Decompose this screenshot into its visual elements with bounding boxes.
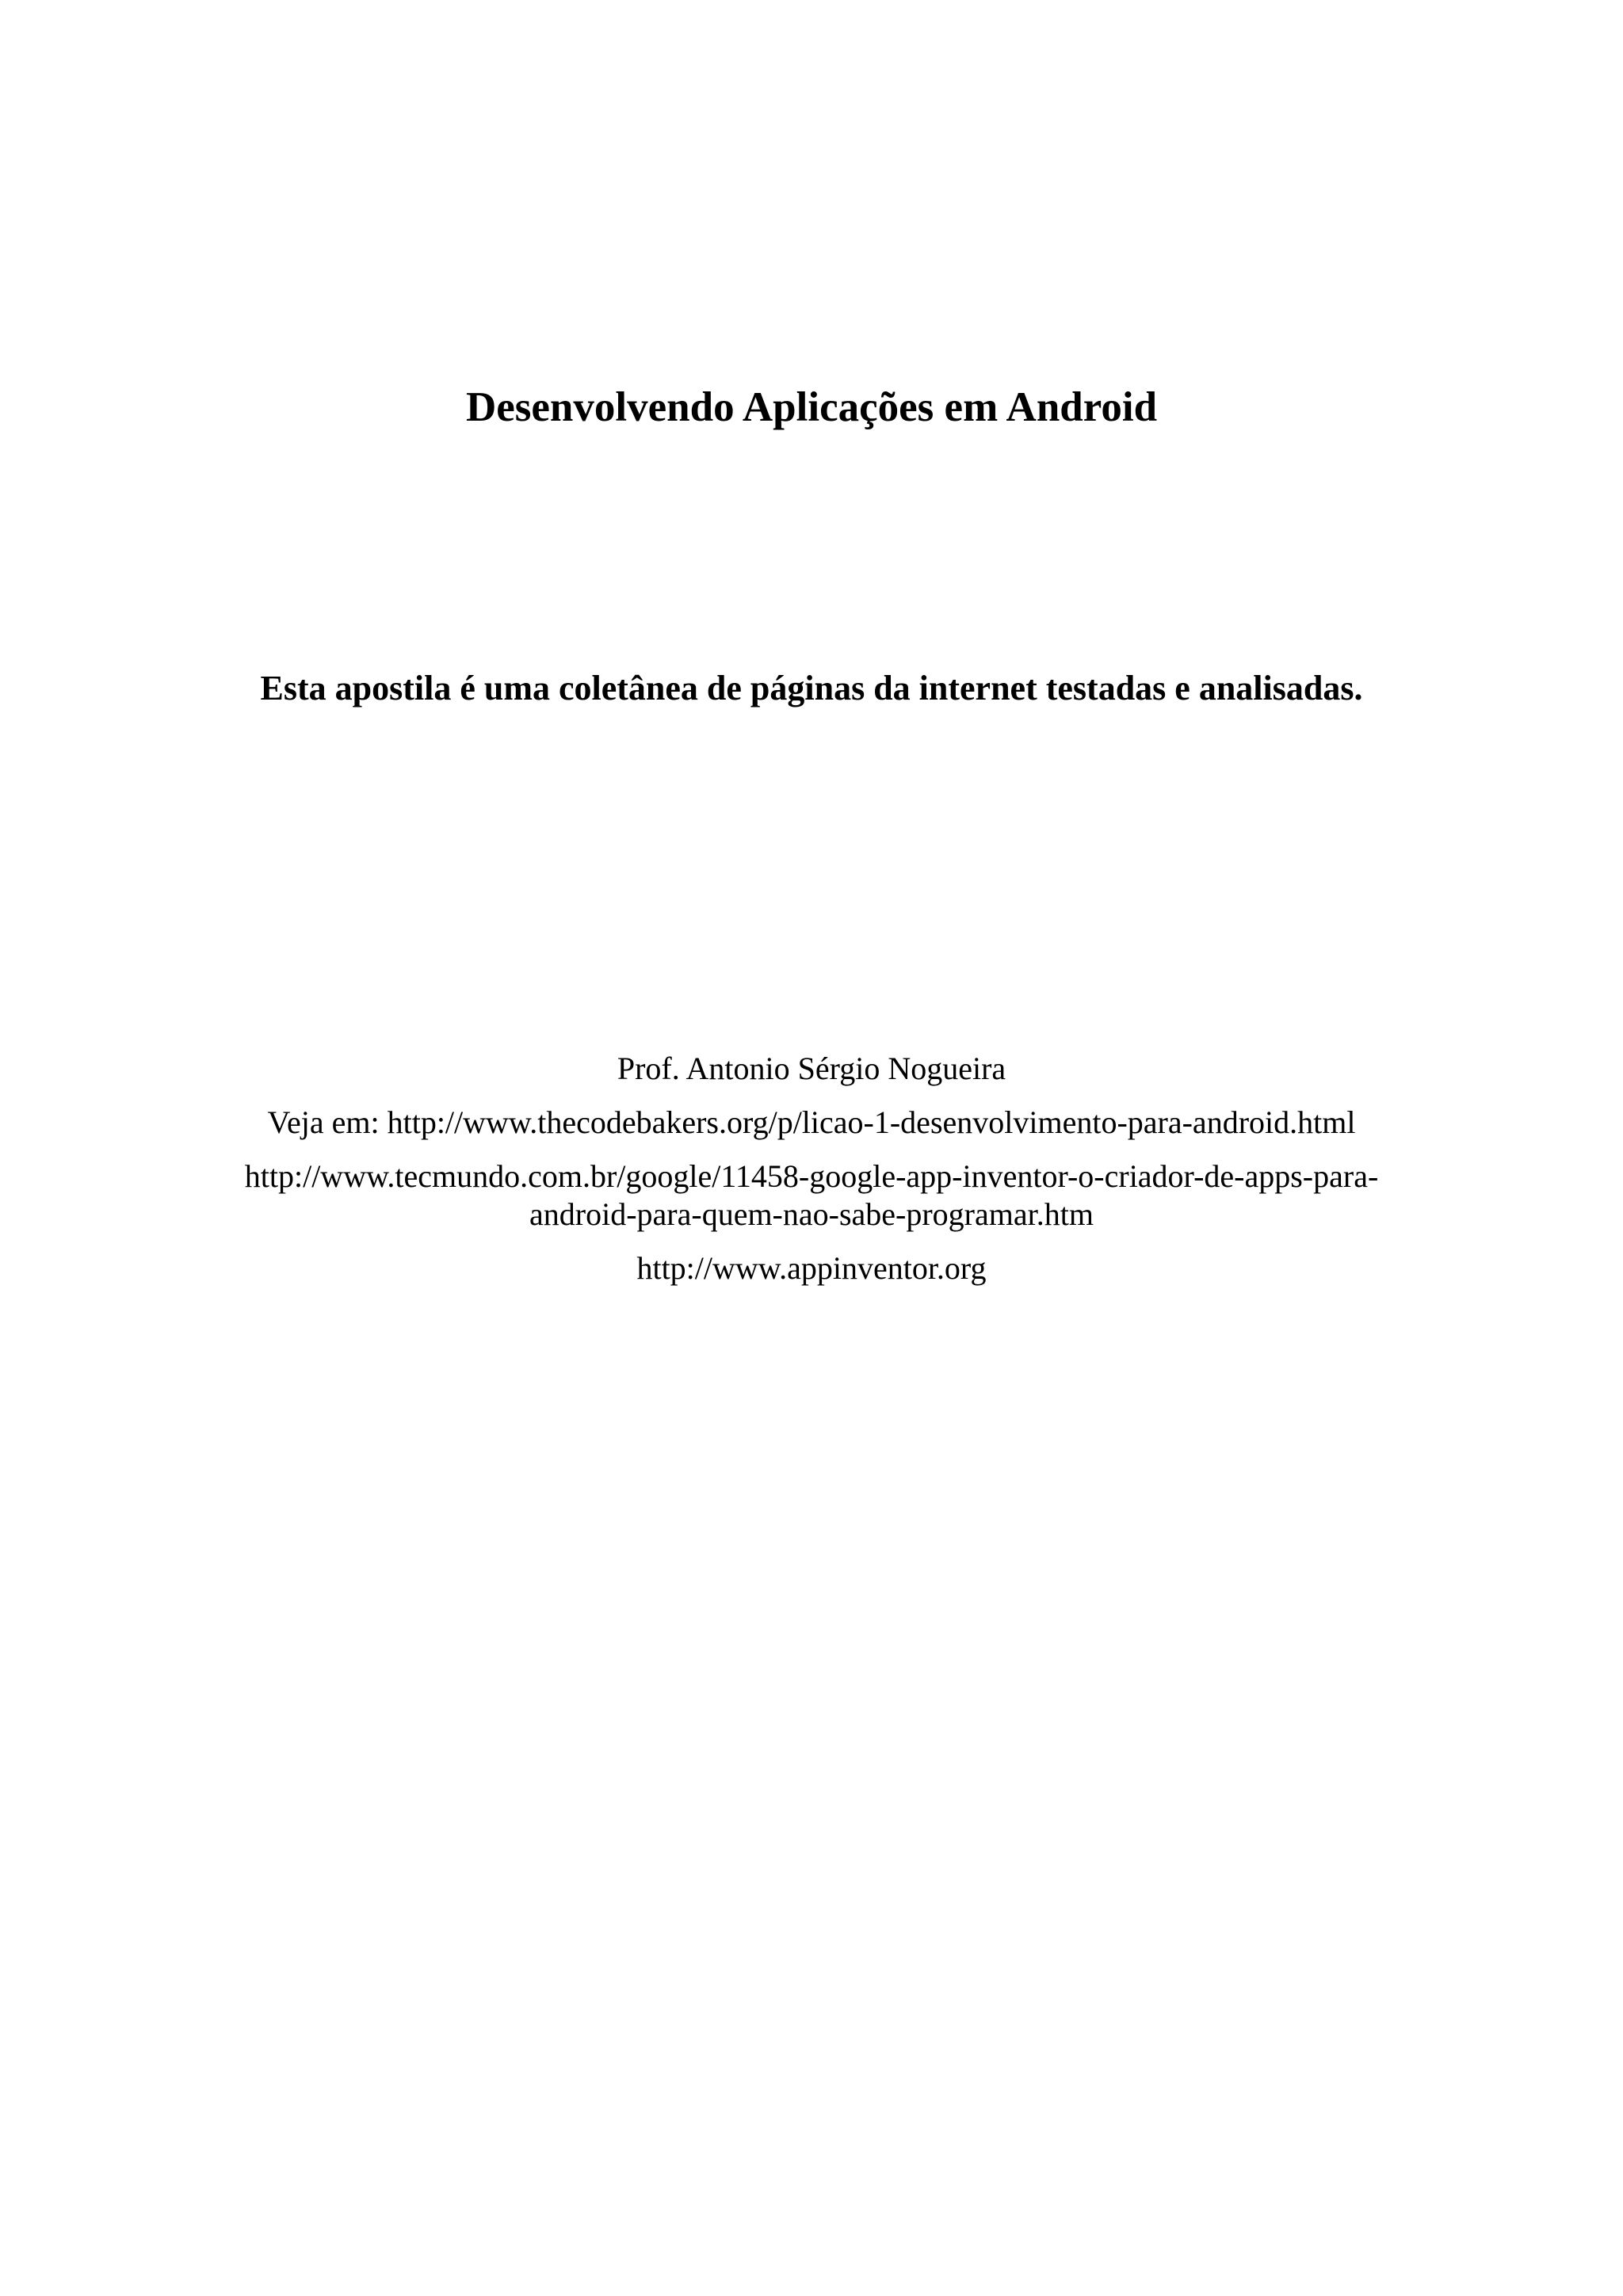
author-name: Prof. Antonio Sérgio Nogueira — [617, 1051, 1006, 1086]
document-subtitle: Esta apostila é uma coletânea de páginas da internet testadas e analisadas. — [260, 669, 1363, 707]
reference-appinventor: http://www.appinventor.org — [636, 1250, 987, 1286]
credits-block — [238, 1050, 1385, 1287]
document-title: Desenvolvendo Aplicações em Android — [465, 384, 1158, 430]
reference-tecmundo: http://www.tecmundo.com.br/google/11458-google-app-inventor-o-criador-de-apps-para-android-para-quem-nao-sabe-programar.htm — [244, 1158, 1379, 1232]
reference-thecodebakers: Veja em: http://www.thecodebakers.org/p/licao-1-desenvolvimento-para-android.html — [267, 1104, 1356, 1140]
